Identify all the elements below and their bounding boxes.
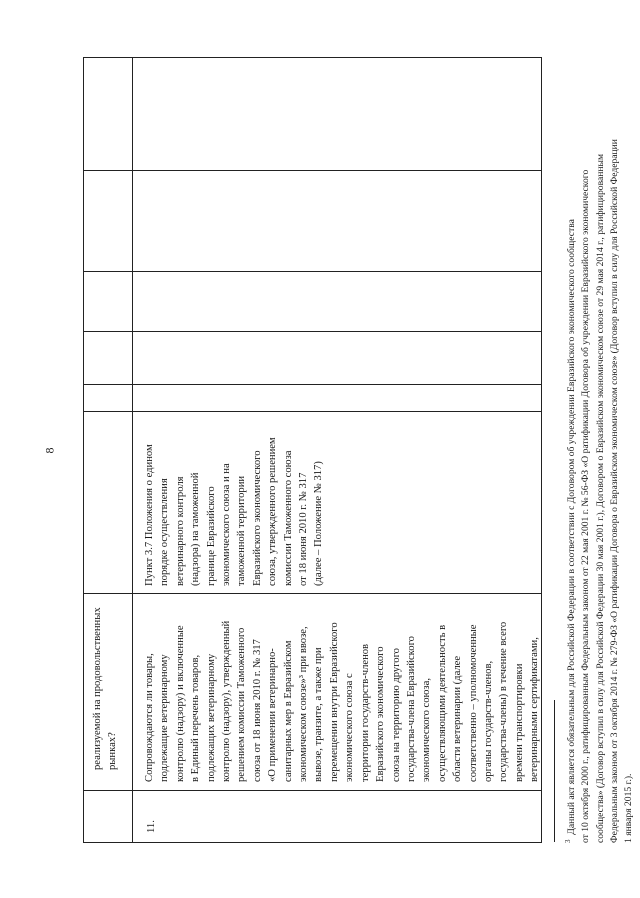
cell-text-line: подлежащие ветеринарному [159, 654, 171, 782]
cell-text-line: границе Евразийского [205, 486, 217, 586]
cell-text-line: реализуемой на продовольственных [92, 607, 103, 770]
footnote-line: Федеральным законом от 3 октября 2014 г. № 279-ФЗ «О ратификации Договора о Евразийском экономическом союзе» (Договор вступил в силу для Российской Федерации [608, 139, 620, 843]
cell-text-line: санитарных мер в Евразийском [282, 640, 294, 782]
row-number-text: 11. [146, 820, 157, 833]
cell-text-line: Евразийского экономического [251, 450, 263, 586]
table-right-border [83, 57, 542, 58]
question-cell [142, 621, 543, 782]
cell-text-line: контролю (надзору) и включенные [174, 625, 186, 782]
cell-text-line: ветеринарными сертификатами, [529, 637, 541, 782]
column-divider [83, 331, 542, 332]
cell-text-line: в Единый перечень товаров, [190, 654, 202, 782]
table-row-divider [132, 57, 133, 843]
cell-text-line: государства-члена Евразийского [405, 636, 417, 782]
cell-text-line: перемещении внутри Евразийского [328, 622, 340, 782]
row-number [144, 820, 159, 833]
cell-text-line: союза от 18 июня 2010 г. № 317 [251, 639, 263, 782]
column-divider [83, 411, 542, 412]
cell-text-line: области ветеринарии (далее [452, 655, 464, 782]
cell-text-line: территории государств-членов [359, 643, 371, 782]
footnote [561, 139, 636, 843]
cell-text-line: союза, утвержденного решением [267, 437, 279, 586]
cell-text-line: экономического союза с [344, 673, 356, 782]
cell-text-line: «О применении ветеринарно- [267, 648, 279, 782]
footnote-line: от 10 октября 2000 г., ратифицированным Федеральным законом от 22 мая 2001 г. № 56-ФЗ «О ратификации Договора об учреждении Евразийского экономического [580, 169, 592, 843]
column-divider [83, 593, 542, 594]
cell-text-line: органы государств-членов, [482, 660, 494, 782]
footnote-marker: 3 [564, 839, 572, 843]
column-divider [83, 170, 542, 171]
column-divider [83, 271, 542, 272]
cell-text-line: таможенной территории [236, 475, 248, 586]
cell-text-line: осуществляющими деятельность в [436, 624, 448, 782]
cell-text-line: союза на территорию другого [390, 648, 402, 782]
cell-text-line: экономического союза и на [221, 463, 233, 586]
cell-text-line: Сопровождаются ли товары, [144, 653, 155, 782]
cell-text-line: (далее – Положение № 317) [313, 461, 325, 586]
cell-text-line: вывозе, транзите, а также при [313, 647, 325, 782]
cell-text-line: экономического союза, [421, 678, 433, 782]
cell-text-line: Пункт 3.7 Положения о едином [144, 444, 155, 586]
cell-text-line: Евразийского экономического [375, 646, 387, 782]
cell-text-line: времени транспортировки [513, 663, 525, 782]
cell-text-line: подлежащих ветеринарному [205, 653, 217, 782]
cell-text-line: государства-члены) в течение всего [498, 621, 510, 782]
cell-text-line: рынках? [107, 732, 119, 770]
cell-text-line: контролю (надзору), утвержденный [221, 620, 233, 782]
cell-text-line: соответственно – уполномоченные [467, 624, 479, 782]
cell-text-line: комиссии Таможенного союза [282, 450, 294, 586]
cell-text-line: порядке осуществления [159, 478, 171, 586]
table-top-border [83, 57, 84, 843]
footnote-line [561, 139, 579, 843]
cell-text-line: экономическом союзе»³ при ввозе, [298, 626, 310, 782]
reference-cell [142, 437, 327, 586]
table-left-border [83, 842, 542, 843]
column-divider [83, 790, 542, 791]
footnote-separator [554, 700, 555, 842]
cell-text-line: ветеринарного контроля [174, 476, 186, 586]
cell-text-line: от 18 июня 2010 г. № 317 [298, 472, 310, 586]
cell-text-line: решением комиссии Таможенного [236, 627, 248, 782]
footnote-line: 1 января 2015 г.). [623, 773, 634, 843]
page-number: 8 [42, 447, 57, 454]
footnote-line: сообщества» (Договор вступил в силу для Российской Федерации 30 мая 2001 г.), Договором о Евразийском экономическом союзе от 29 мая 2014 г., ратифицированным [594, 153, 606, 843]
column-divider [83, 384, 542, 385]
prev-row-question [90, 607, 121, 770]
footnote-text: Данный акт является обязательным для Российской Федерации в соответствии с Договором об учреждении Евразийского экономического сообщества [566, 219, 578, 835]
cell-text-line: (надзора) на таможенной [190, 472, 202, 586]
